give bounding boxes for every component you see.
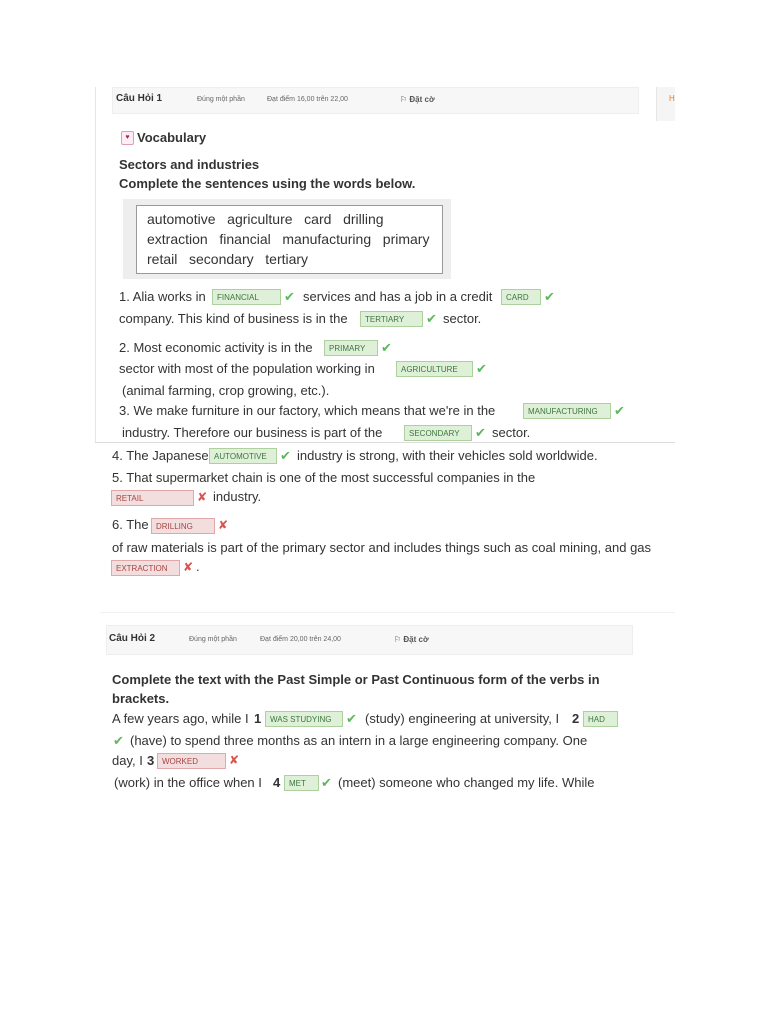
cross-icon: ✘ [229,753,240,767]
section-title: Vocabulary [137,130,207,145]
q1-grade: Đạt điểm 16,00 trên 22,00 [267,96,348,103]
check-icon: ✔ [346,711,357,726]
check-icon: ✔ [614,403,625,418]
answer-4[interactable]: MET [284,775,319,791]
flag-icon: ⚐ [400,95,408,104]
q2-status: Đúng một phần [189,636,237,643]
q1-flag-label: Đặt cờ [409,95,435,104]
q2-line3-a: day, I [112,753,143,768]
answer-drilling[interactable]: DRILLING [151,518,215,534]
check-icon: ✔ [426,311,437,326]
q1-flag-button[interactable] [400,95,435,104]
q2-line2: (have) to spend three months as an intern in a large engineering company. One [130,733,588,748]
vocabulary-icon: ♥ [121,131,134,145]
answer-2[interactable]: HAD [583,711,618,727]
answer-primary[interactable]: PRIMARY [324,340,378,356]
word-list-line-3: retail secondary tertiary [147,251,309,267]
check-icon: ✔ [321,775,332,790]
s6-text-a: 6. The [112,517,149,532]
q2-instruction-line-2: brackets. [112,691,170,706]
answer-secondary[interactable]: SECONDARY [404,425,472,441]
answer-tertiary[interactable]: TERTIARY [360,311,423,327]
answer-financial[interactable]: FINANCIAL [212,289,281,305]
q2-flag-button[interactable] [394,635,429,644]
s1-text-b: services and has a job in a credit [303,289,493,304]
q2-grade: Đạt điểm 20,00 trên 24,00 [260,636,341,643]
check-icon: ✔ [381,340,392,355]
answer-retail[interactable]: RETAIL [111,490,194,506]
answer-1[interactable]: WAS STUDYING [265,711,343,727]
q1-left-border [95,87,96,442]
s1-text-a: 1. Alia works in [119,289,206,304]
s1-text-c: company. This kind of business is in the [119,311,348,326]
q1-header [112,87,639,114]
word-list-line-2: extraction financial manufacturing primary [147,231,430,247]
answer-card[interactable]: CARD [501,289,541,305]
q2-number: Câu Hỏi 2 [109,633,156,644]
cross-icon: ✘ [183,560,194,574]
flag-icon: ⚐ [394,635,402,644]
check-icon: ✔ [113,733,124,748]
side-panel-text: H [669,94,675,103]
s6-text-b: of raw materials is part of the primary sector and includes things such as coal mining, and gas [112,540,652,555]
s3-text-c: sector. [492,425,531,440]
s3-text-b: industry. Therefore our business is part of the [122,425,383,440]
answer-3[interactable]: WORKED [157,753,226,769]
s2-text-c: (animal farming, crop growing, etc.). [122,383,330,398]
q2-num-3: 3 [147,753,155,768]
s5-text-b: industry. [213,489,262,504]
answer-agriculture[interactable]: AGRICULTURE [396,361,473,377]
instruction: Complete the sentences using the words below. [119,176,416,191]
s1-text-d: sector. [443,311,482,326]
q2-line1-a: A few years ago, while I [112,711,249,726]
s4-text-a: 4. The Japanese [112,448,209,463]
q2-flag-label: Đặt cờ [403,635,429,644]
check-icon: ✔ [284,289,295,304]
q1-status: Đúng một phần [197,96,245,103]
cross-icon: ✘ [197,490,208,504]
s5-text-a: 5. That supermarket chain is one of the most successful companies in the [112,470,536,485]
s4-text-b: industry is strong, with their vehicles sold worldwide. [297,448,598,463]
s3-text-a: 3. We make furniture in our factory, which means that we're in the [119,403,496,418]
q2-header [106,625,633,655]
answer-automotive[interactable]: AUTOMOTIVE [209,448,277,464]
q2-line4-b: (meet) someone who changed my life. While [338,775,595,790]
answer-extraction[interactable]: EXTRACTION [111,560,180,576]
s2-text-a: 2. Most economic activity is in the [119,340,313,355]
subtitle: Sectors and industries [119,157,260,172]
answer-manufacturing[interactable]: MANUFACTURING [523,403,611,419]
check-icon: ✔ [475,425,486,440]
side-panel [656,87,675,121]
check-icon: ✔ [280,448,291,463]
divider [95,442,675,443]
q2-top-border [100,612,675,613]
word-box [136,205,443,274]
check-icon: ✔ [476,361,487,376]
s6-text-c: . [196,559,200,574]
q2-line4-a: (work) in the office when I [114,775,262,790]
word-list-line-1: automotive agriculture card drilling [147,211,384,227]
q2-instruction-line-1: Complete the text with the Past Simple or Past Continuous form of the verbs in [112,672,600,687]
q2-num-2: 2 [572,711,580,726]
q1-number: Câu Hỏi 1 [116,93,163,104]
s2-text-b: sector with most of the population working in [119,361,375,376]
cross-icon: ✘ [218,518,229,532]
q2-num-1: 1 [254,711,262,726]
check-icon: ✔ [544,289,555,304]
q2-line1-b: (study) engineering at university, I [365,711,560,726]
q2-num-4: 4 [273,775,281,790]
